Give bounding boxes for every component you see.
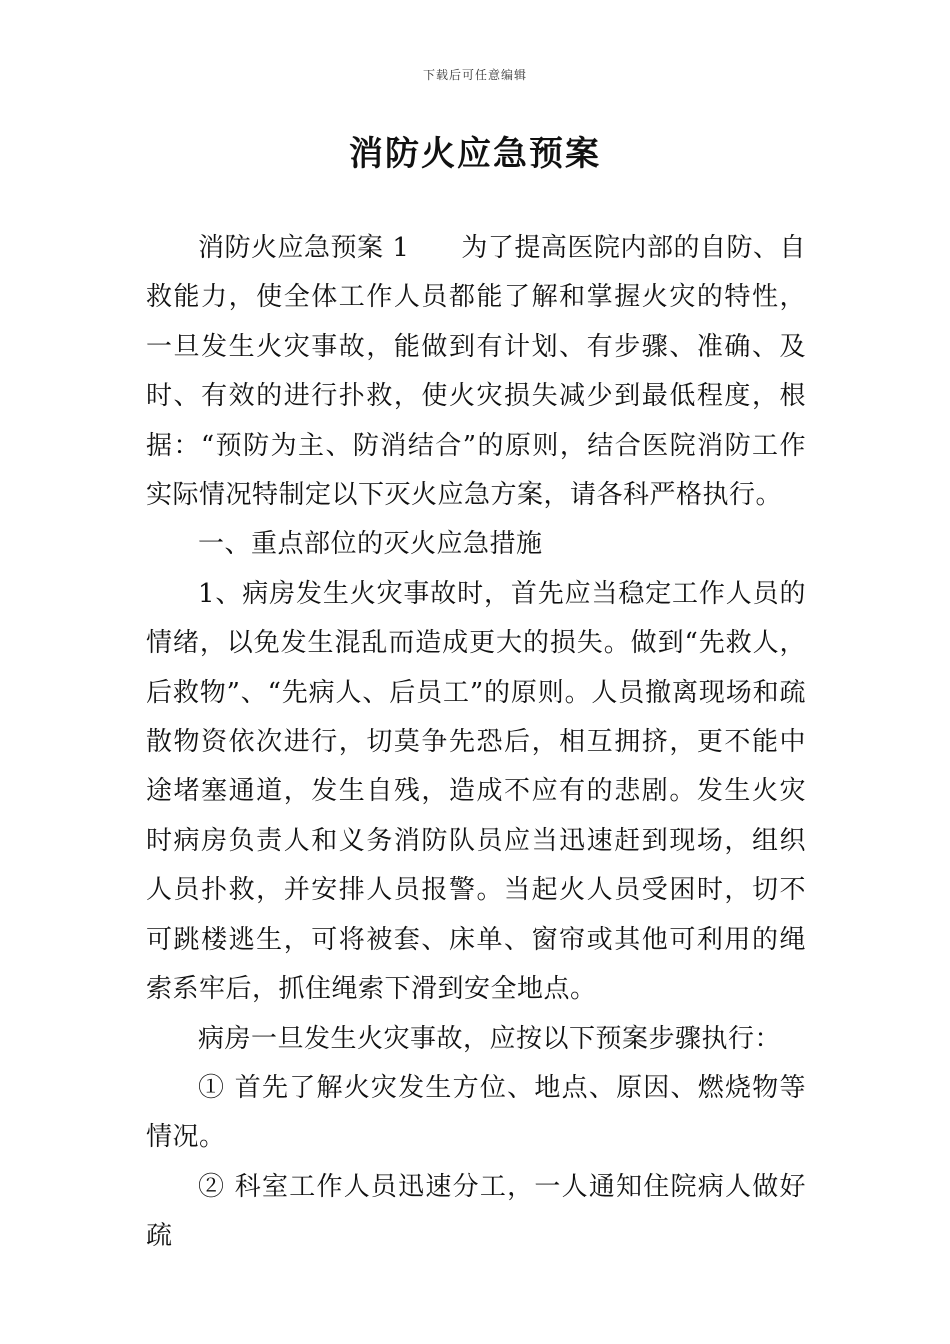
intro-body: 为了提高医院内部的自防、自救能力，使全体工作人员都能了解和掌握火灾的特性，一旦发生火灾事故，能做到有计划、有步骤、准确、及时、有效的进行扑救，使火灾损失减少到最低程度，根据：“预防为主、防消结合”的原则，结合医院消防工作实际情况特制定以下灭火应急方案，请各科严格执行。: [146, 233, 806, 511]
document-title: 消防火应急预案: [349, 134, 601, 174]
step-1-paragraph: ① 首先了解火灾发生方位、地点、原因、燃烧物等情况。: [146, 1072, 806, 1153]
section-heading: 一、重点部位的灭火应急措施: [198, 529, 543, 560]
step-2-paragraph: ② 科室工作人员迅速分工，一人通知住院病人做好疏: [146, 1171, 806, 1252]
intro-paragraph: [146, 224, 806, 520]
document-body: [146, 224, 806, 1262]
steps-intro-paragraph: 病房一旦发生火灾事故，应按以下预案步骤执行：: [198, 1023, 782, 1054]
intro-lead: 消防火应急预案 1: [198, 233, 410, 263]
item-1-paragraph: 1、病房发生火灾事故时，首先应当稳定工作人员的情绪，以免发生混乱而造成更大的损失。做到“先救人，后救物”、“先病人、后员工”的原则。人员撤离现场和疏散物资依次进行，切莫争先恐后，相互拥挤，更不能中途堵塞通道，发生自残，造成不应有的悲剧。发生火灾时病房负责人和义务消防队员应当迅速赶到现场，组织人员扑救，并安排人员报警。当起火人员受困时，切不可跳楼逃生，可将被套、床单、窗帘或其他可利用的绳索系牢后，抓住绳索下滑到安全地点。: [146, 578, 806, 1005]
header-note: 下载后可任意编辑: [422, 68, 527, 82]
